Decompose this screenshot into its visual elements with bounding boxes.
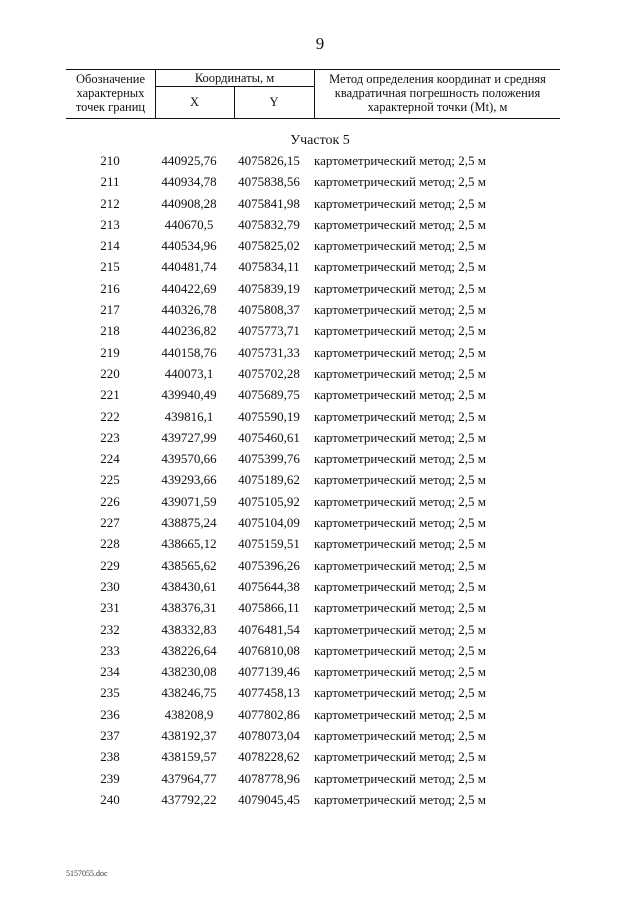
coord-x: 439727,99 xyxy=(161,429,217,445)
table-row xyxy=(0,576,640,597)
header-bottom-rule xyxy=(66,118,560,119)
coord-x: 438246,75 xyxy=(161,685,217,701)
method-cell: картометрический метод; 2,5 м xyxy=(314,472,486,488)
coord-y: 4075396,26 xyxy=(238,557,300,573)
coord-y: 4075105,92 xyxy=(238,493,300,509)
method-cell: картометрический метод; 2,5 м xyxy=(314,642,486,658)
method-cell: картометрический метод; 2,5 м xyxy=(314,685,486,701)
coord-y: 4075832,79 xyxy=(238,216,300,232)
coord-x: 440925,76 xyxy=(161,153,217,168)
point-id: 211 xyxy=(100,174,120,190)
footer-filename: 5157055.doc xyxy=(66,869,108,878)
header-method-line-2: квадратичная погрешность положения xyxy=(334,86,541,100)
coord-y: 4075825,02 xyxy=(238,238,300,254)
point-id: 235 xyxy=(100,685,120,701)
point-id: 219 xyxy=(100,344,120,360)
coord-x: 437792,22 xyxy=(161,791,217,807)
table-row xyxy=(0,384,640,405)
method-cell: картометрический метод; 2,5 м xyxy=(314,174,486,190)
table-row xyxy=(0,235,640,256)
coord-x: 438376,31 xyxy=(161,600,217,616)
method-cell: картометрический метод; 2,5 м xyxy=(314,280,486,296)
point-id: 225 xyxy=(100,472,120,488)
point-id: 214 xyxy=(100,238,120,254)
point-id: 233 xyxy=(100,642,120,658)
coord-y: 4075826,15 xyxy=(238,153,300,168)
coord-y: 4078228,62 xyxy=(238,749,300,765)
coord-x: 439570,66 xyxy=(161,451,217,467)
coord-y: 4075189,62 xyxy=(238,472,300,488)
table-row xyxy=(0,256,640,277)
coord-x: 438159,57 xyxy=(161,749,217,765)
coord-x: 438430,61 xyxy=(161,578,217,594)
header-top-rule xyxy=(66,69,560,70)
header-point-line-3: точек границ xyxy=(75,100,146,114)
point-id: 218 xyxy=(100,323,120,339)
coord-x: 440534,96 xyxy=(161,238,217,254)
table-row xyxy=(0,214,640,235)
coord-x: 440908,28 xyxy=(161,195,217,211)
table-row xyxy=(0,448,640,469)
coord-x: 439816,1 xyxy=(164,408,214,424)
point-id: 237 xyxy=(100,728,120,744)
coord-y: 4075866,11 xyxy=(238,600,300,616)
coord-y: 4075841,98 xyxy=(238,195,300,211)
method-cell: картометрический метод; 2,5 м xyxy=(314,536,486,552)
coord-x: 438332,83 xyxy=(161,621,217,637)
method-cell: картометрический метод; 2,5 м xyxy=(314,323,486,339)
table-row xyxy=(0,150,640,171)
method-cell: картометрический метод; 2,5 м xyxy=(314,365,486,381)
coord-y: 4075590,19 xyxy=(238,408,300,424)
method-cell: картометрический метод; 2,5 м xyxy=(314,791,486,807)
table-row xyxy=(0,746,640,767)
table-row xyxy=(0,278,640,299)
coord-y: 4075773,71 xyxy=(238,323,300,339)
point-id: 215 xyxy=(100,259,120,275)
method-cell: картометрический метод; 2,5 м xyxy=(314,578,486,594)
coord-y: 4077458,13 xyxy=(238,685,300,701)
table-row xyxy=(0,682,640,703)
method-cell: картометрический метод; 2,5 м xyxy=(314,770,486,786)
point-id: 210 xyxy=(100,153,120,168)
point-id: 216 xyxy=(100,280,120,296)
coord-y: 4078778,96 xyxy=(238,770,300,786)
point-id: 217 xyxy=(100,302,120,318)
method-cell: картометрический метод; 2,5 м xyxy=(314,387,486,403)
coord-y: 4075731,33 xyxy=(238,344,300,360)
point-id: 221 xyxy=(100,387,120,403)
point-id: 227 xyxy=(100,515,120,531)
method-cell: картометрический метод; 2,5 м xyxy=(314,216,486,232)
coord-y: 4075460,61 xyxy=(238,429,300,445)
point-id: 239 xyxy=(100,770,120,786)
coord-y: 4075644,38 xyxy=(238,578,300,594)
point-id: 231 xyxy=(100,600,120,616)
coord-x: 440158,76 xyxy=(161,344,217,360)
point-id: 223 xyxy=(100,429,120,445)
table-row xyxy=(0,406,640,427)
coord-y: 4078073,04 xyxy=(238,728,300,744)
point-id: 226 xyxy=(100,493,120,509)
coord-y: 4076810,08 xyxy=(238,642,300,658)
point-id: 240 xyxy=(100,791,120,807)
method-cell: картометрический метод; 2,5 м xyxy=(314,706,486,722)
table-row xyxy=(0,555,640,576)
coord-y: 4075159,51 xyxy=(238,536,300,552)
coord-y: 4076481,54 xyxy=(238,621,300,637)
table-row xyxy=(0,171,640,192)
coord-y: 4075104,09 xyxy=(238,515,300,531)
coord-y: 4075838,56 xyxy=(238,174,300,190)
point-id: 220 xyxy=(100,365,120,381)
point-id: 236 xyxy=(100,706,120,722)
method-cell: картометрический метод; 2,5 м xyxy=(314,515,486,531)
coord-x: 440326,78 xyxy=(161,302,217,318)
coord-x: 440481,74 xyxy=(161,259,217,275)
method-cell: картометрический метод; 2,5 м xyxy=(314,600,486,616)
method-cell: картометрический метод; 2,5 м xyxy=(314,664,486,680)
header-coordinates: Координаты, м xyxy=(194,71,275,85)
method-cell: картометрический метод; 2,5 м xyxy=(314,621,486,637)
table-row xyxy=(0,619,640,640)
table-row xyxy=(0,491,640,512)
coord-x: 437964,77 xyxy=(161,770,217,786)
table-row xyxy=(0,533,640,554)
point-id: 232 xyxy=(100,621,120,637)
method-cell: картометрический метод; 2,5 м xyxy=(314,259,486,275)
table-row xyxy=(0,299,640,320)
header-x: X xyxy=(189,95,200,109)
coord-x: 439293,66 xyxy=(161,472,217,488)
point-id: 213 xyxy=(100,216,120,232)
coord-x: 438192,37 xyxy=(161,728,217,744)
point-id: 229 xyxy=(100,557,120,573)
header-method-line-1: Метод определения координат и средняя xyxy=(329,72,546,86)
table-row xyxy=(0,768,640,789)
coord-y: 4075839,19 xyxy=(238,280,300,296)
table-row xyxy=(0,661,640,682)
coord-x: 440422,69 xyxy=(161,280,217,296)
coord-x: 438226,64 xyxy=(161,642,217,658)
point-id: 222 xyxy=(100,408,120,424)
coord-x: 440934,78 xyxy=(161,174,217,190)
page-number: 9 xyxy=(315,34,325,53)
method-cell: картометрический метод; 2,5 м xyxy=(314,195,486,211)
method-cell: картометрический метод; 2,5 м xyxy=(314,429,486,445)
table-row xyxy=(0,597,640,618)
table-row xyxy=(0,725,640,746)
coord-y: 4079045,45 xyxy=(238,791,300,807)
header-method-line-3: характерной точки (Mt), м xyxy=(367,100,508,114)
method-cell: картометрический метод; 2,5 м xyxy=(314,728,486,744)
coord-y: 4075808,37 xyxy=(238,302,300,318)
coord-x: 439940,49 xyxy=(161,387,217,403)
point-id: 212 xyxy=(100,195,120,211)
header-method xyxy=(315,72,560,114)
header-point-designation xyxy=(66,72,155,114)
method-cell: картометрический метод; 2,5 м xyxy=(314,344,486,360)
point-id: 234 xyxy=(100,664,120,680)
table-row xyxy=(0,704,640,725)
table-row xyxy=(0,320,640,341)
coordinates-table-body xyxy=(0,150,640,810)
coord-x: 438665,12 xyxy=(161,536,217,552)
coord-x: 440236,82 xyxy=(161,323,217,339)
point-id: 228 xyxy=(100,536,120,552)
method-cell: картометрический метод; 2,5 м xyxy=(314,749,486,765)
point-id: 224 xyxy=(100,451,120,467)
section-title: Участок 5 xyxy=(290,133,350,148)
table-header xyxy=(66,69,560,119)
coord-y: 4077802,86 xyxy=(238,706,300,722)
coord-x: 438875,24 xyxy=(161,515,217,531)
point-id: 238 xyxy=(100,749,120,765)
coord-y: 4075834,11 xyxy=(238,259,300,275)
point-id: 230 xyxy=(100,578,120,594)
table-row xyxy=(0,789,640,810)
method-cell: картометрический метод; 2,5 м xyxy=(314,451,486,467)
coord-y: 4075689,75 xyxy=(238,387,300,403)
table-row xyxy=(0,469,640,490)
table-row xyxy=(0,342,640,363)
header-y: Y xyxy=(269,95,279,109)
method-cell: картометрический метод; 2,5 м xyxy=(314,238,486,254)
coord-x: 439071,59 xyxy=(161,493,217,509)
table-row xyxy=(0,193,640,214)
table-row xyxy=(0,363,640,384)
method-cell: картометрический метод; 2,5 м xyxy=(314,153,486,168)
method-cell: картометрический метод; 2,5 м xyxy=(314,302,486,318)
method-cell: картометрический метод; 2,5 м xyxy=(314,557,486,573)
coord-x: 438565,62 xyxy=(161,557,217,573)
table-row xyxy=(0,512,640,533)
coord-x: 438230,08 xyxy=(161,664,217,680)
method-cell: картометрический метод; 2,5 м xyxy=(314,493,486,509)
method-cell: картометрический метод; 2,5 м xyxy=(314,408,486,424)
table-row xyxy=(0,427,640,448)
header-point-line-1: Обозначение xyxy=(75,72,146,86)
coord-y: 4077139,46 xyxy=(238,664,300,680)
table-row xyxy=(0,640,640,661)
coord-x: 438208,9 xyxy=(164,706,214,722)
header-point-line-2: характерных xyxy=(76,86,145,100)
coord-x: 440073,1 xyxy=(164,365,214,381)
coord-x: 440670,5 xyxy=(164,216,214,232)
coord-y: 4075702,28 xyxy=(238,365,300,381)
coord-y: 4075399,76 xyxy=(238,451,300,467)
